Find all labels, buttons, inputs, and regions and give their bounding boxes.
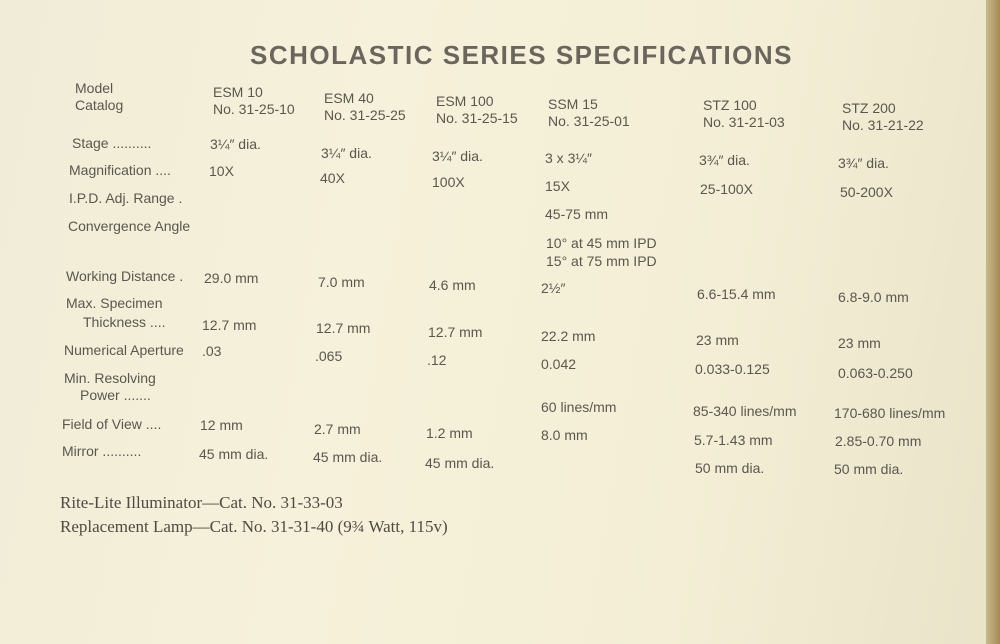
cell: 23 mm: [838, 335, 881, 351]
col-model: ESM 40: [324, 90, 374, 106]
row-label-ipd: I.P.D. Adj. Range .: [69, 190, 183, 206]
col-catalog: No. 31-25-01: [548, 113, 630, 129]
col-model: STZ 200: [842, 100, 896, 116]
col-catalog: No. 31-21-22: [842, 117, 924, 133]
cell: 15X: [545, 178, 570, 194]
cell: 85-340 lines/mm: [693, 403, 797, 419]
row-label-stage: Stage ..........: [72, 135, 152, 151]
cell: 2½″: [541, 280, 566, 296]
col-model: SSM 15: [548, 96, 598, 112]
cell: 8.0 mm: [541, 427, 588, 443]
cell: 1.2 mm: [426, 425, 473, 441]
cell: 60 lines/mm: [541, 399, 617, 415]
cell: 10° at 45 mm IPD: [546, 235, 657, 251]
cell: 45 mm dia.: [199, 446, 269, 462]
footer-illuminator: Rite-Lite Illuminator—Cat. No. 31-33-03: [60, 493, 343, 512]
cell: 12.7 mm: [202, 317, 257, 333]
row-label-convergence: Convergence Angle: [68, 218, 191, 234]
cell: 50 mm dia.: [834, 461, 904, 477]
row-label-thickness-2: Thickness ....: [83, 314, 166, 330]
cell: 6.8-9.0 mm: [838, 289, 909, 305]
cell: 2.7 mm: [314, 421, 361, 437]
page-title: SCHOLASTIC SERIES SPECIFICATIONS: [250, 40, 794, 70]
footer-lamp: Replacement Lamp—Cat. No. 31-31-40 (9¾ Watt, 115v): [60, 517, 448, 536]
cell: 25-100X: [700, 181, 753, 197]
cell: 15° at 75 mm IPD: [546, 253, 657, 269]
col-model: ESM 100: [436, 93, 494, 109]
row-label-resolving: Min. Resolving: [64, 370, 156, 386]
cell: 23 mm: [696, 332, 739, 348]
cell: 12.7 mm: [316, 320, 371, 336]
cell: 22.2 mm: [541, 328, 596, 344]
header-catalog-label: Catalog: [75, 97, 124, 113]
col-catalog: No. 31-25-15: [436, 110, 518, 126]
row-label-magnification: Magnification ....: [69, 162, 171, 178]
cell: 3¼″ dia.: [210, 136, 261, 152]
row-label-aperture: Numerical Aperture: [64, 342, 184, 358]
cell: 6.6-15.4 mm: [697, 286, 776, 302]
cell: 100X: [432, 174, 465, 190]
cell: 4.6 mm: [429, 277, 476, 293]
row-label-thickness: Max. Specimen: [66, 295, 163, 311]
col-catalog: No. 31-25-10: [213, 101, 295, 117]
cell: 3 x 3¼″: [545, 150, 592, 166]
cell: 12 mm: [200, 417, 243, 433]
cell: 45-75 mm: [545, 206, 609, 222]
col-model: ESM 10: [213, 84, 263, 100]
cell: 45 mm dia.: [425, 455, 495, 471]
cell: .12: [427, 352, 447, 368]
cell: 12.7 mm: [428, 324, 483, 340]
header-model-label: Model: [75, 80, 114, 96]
cell: .03: [202, 343, 222, 359]
row-label-working-distance: Working Distance .: [66, 268, 184, 284]
row-label-mirror: Mirror ..........: [62, 443, 142, 459]
cell: 10X: [209, 163, 234, 179]
cell: 3¾″ dia.: [699, 152, 750, 168]
cell: 50 mm dia.: [695, 460, 765, 476]
cell: 0.033-0.125: [695, 361, 770, 377]
col-model: STZ 100: [703, 97, 757, 113]
row-label-field-of-view: Field of View ....: [62, 416, 162, 432]
page-edge: [986, 0, 1000, 644]
cell: .065: [315, 348, 343, 364]
cell: 50-200X: [840, 184, 893, 200]
cell: 45 mm dia.: [313, 449, 383, 465]
col-catalog: No. 31-25-25: [324, 107, 406, 123]
cell: 7.0 mm: [318, 274, 365, 290]
cell: 3¼″ dia.: [321, 145, 372, 161]
cell: 40X: [320, 170, 345, 186]
row-label-resolving-2: Power .......: [80, 387, 151, 403]
cell: 170-680 lines/mm: [834, 405, 946, 421]
cell: 5.7-1.43 mm: [694, 432, 773, 448]
cell: 0.042: [541, 356, 577, 372]
cell: 3¼″ dia.: [432, 148, 483, 164]
cell: 29.0 mm: [204, 270, 259, 286]
cell: 3¾″ dia.: [838, 155, 889, 171]
col-catalog: No. 31-21-03: [703, 114, 785, 130]
cell: 2.85-0.70 mm: [835, 433, 922, 449]
cell: 0.063-0.250: [838, 365, 913, 381]
